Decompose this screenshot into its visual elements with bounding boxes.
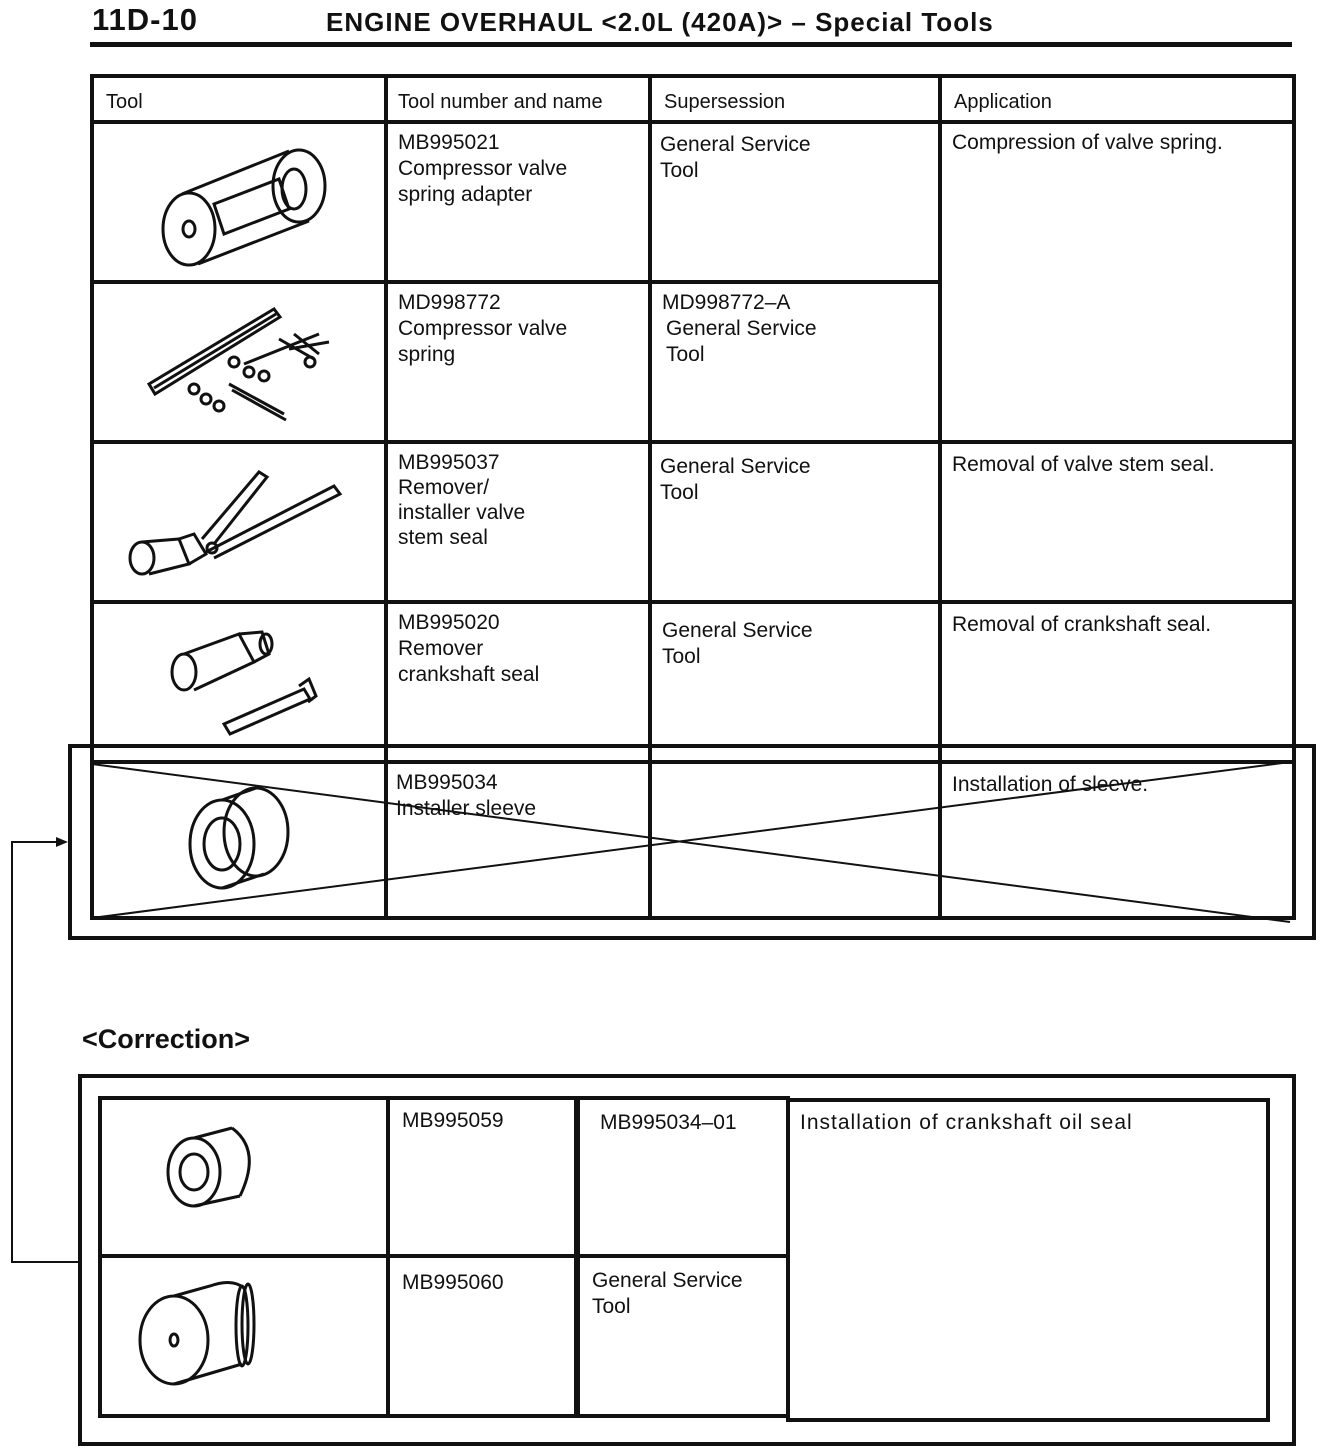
supersession-line: General Service bbox=[592, 1269, 743, 1292]
tool-number: MB995037 bbox=[398, 451, 500, 474]
crankshaft-seal-installer-guide-icon bbox=[102, 1258, 394, 1422]
tool-number: MB995059 bbox=[402, 1109, 504, 1132]
correction-number-cell bbox=[386, 1096, 578, 1258]
supersession-line: General Service bbox=[660, 455, 811, 478]
column-header-label: Tool number and name bbox=[398, 91, 603, 113]
column-header-label: Application bbox=[954, 91, 1052, 113]
tool-name-line: stem seal bbox=[398, 526, 488, 549]
tool-name-line: Compressor valve bbox=[398, 317, 568, 340]
tool-name-line: crankshaft seal bbox=[398, 663, 540, 686]
correction-application-cell bbox=[786, 1098, 1270, 1422]
tool-name-line: installer valve bbox=[398, 501, 526, 524]
crankshaft-seal-installer-icon bbox=[102, 1100, 394, 1262]
tool-name-line: Remover/ bbox=[398, 476, 490, 499]
correction-tool-cell bbox=[98, 1096, 390, 1258]
application-text: Removal of crankshaft seal. bbox=[952, 613, 1212, 636]
tool-number: MB995021 bbox=[398, 131, 500, 154]
correction-heading: <Correction> bbox=[82, 1024, 251, 1054]
tool-name-line: Remover bbox=[398, 637, 484, 660]
supersession-line: Tool bbox=[666, 343, 705, 366]
correction-number-cell bbox=[386, 1254, 578, 1418]
supersession-line: MD998772–A bbox=[662, 291, 791, 314]
application-text: Removal of valve stem seal. bbox=[952, 453, 1215, 476]
tool-number: MD998772 bbox=[398, 291, 501, 314]
supersession-line: Tool bbox=[660, 481, 699, 504]
correction-supersession-cell bbox=[576, 1254, 790, 1418]
application-text: Installation of crankshaft oil seal bbox=[800, 1111, 1133, 1134]
supersession-line: General Service bbox=[660, 133, 811, 156]
application-text: Compression of valve spring. bbox=[952, 131, 1223, 154]
supersession-line: Tool bbox=[662, 645, 701, 668]
tool-number: MB995020 bbox=[398, 611, 500, 634]
supersession-line: MB995034–01 bbox=[600, 1111, 737, 1134]
supersession-line: Tool bbox=[592, 1295, 631, 1318]
tool-number: MB995060 bbox=[402, 1271, 504, 1294]
page-number: 11D-10 bbox=[92, 2, 198, 37]
tool-name-line: Compressor valve bbox=[398, 157, 568, 180]
correction-tool-cell bbox=[98, 1254, 390, 1418]
tool-number: MB995034 bbox=[396, 771, 498, 794]
supersession-line: General Service bbox=[666, 317, 817, 340]
column-header-label: Tool bbox=[106, 91, 143, 113]
correction-supersession-cell bbox=[576, 1096, 790, 1258]
supersession-line: General Service bbox=[662, 619, 813, 642]
column-header-label: Supersession bbox=[664, 91, 786, 113]
supersession-line: Tool bbox=[660, 159, 699, 182]
tool-name-line: spring adapter bbox=[398, 183, 533, 206]
application-text: Installation of sleeve. bbox=[952, 773, 1149, 796]
tool-name-line: spring bbox=[398, 343, 456, 366]
page-title: ENGINE OVERHAUL <2.0L (420A)> – Special Tools bbox=[326, 7, 994, 37]
tool-name-line: Installer sleeve bbox=[396, 797, 537, 820]
